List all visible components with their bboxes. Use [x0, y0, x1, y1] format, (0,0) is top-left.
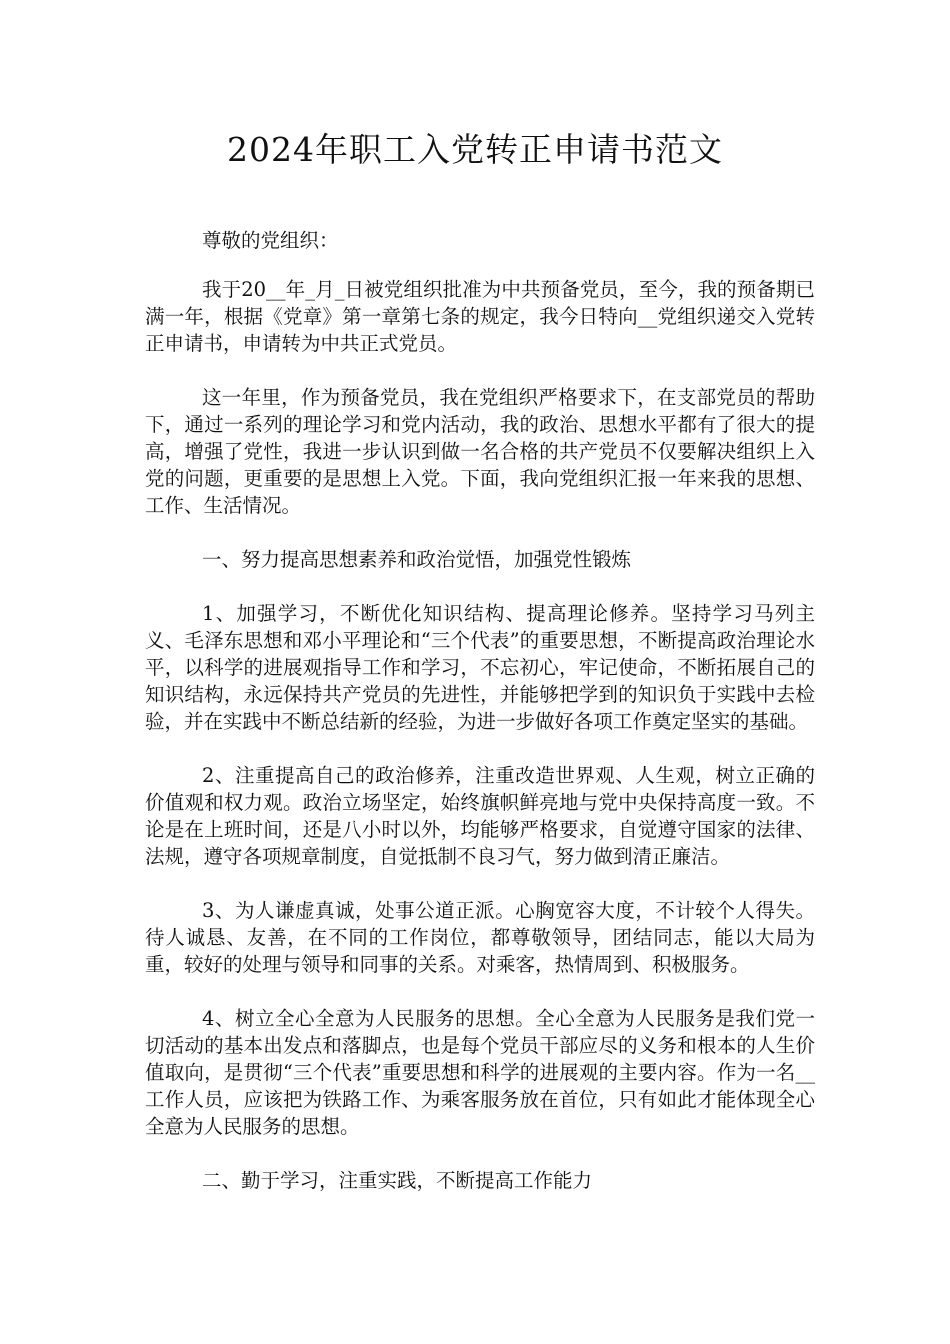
- paragraph-item-2: 2、注重提高自己的政治修养，注重改造世界观、人生观，树立正确的价值观和权力观。政治立场坚定，始终旗帜鲜亮地与党中央保持高度一致。不论是在上班时间，还是八小时以外，均能够严格要求，自觉遵守国家的法律、法规，遵守各项规章制度，自觉抵制不良习气，努力做到清正廉洁。: [145, 764, 815, 868]
- paragraph-item-1: 1、加强学习，不断优化知识结构、提高理论修养。坚持学习马列主义、毛泽东思想和邓小平理论和“三个代表”的重要思想，不断提高政治理论水平，以科学的进展观指导工作和学习，不忘初心，牢记使命，不断拓展自己的知识结构，永远保持共产党员的先进性，并能够把学到的知识负于实践中去检验，并在实践中不断总结新的经验，为进一步做好各项工作奠定坚实的基础。: [145, 602, 815, 733]
- section-heading-2: 二、勤于学习，注重实践，不断提高工作能力: [202, 1169, 593, 1192]
- paragraph-year-review: 这一年里，作为预备党员，我在党组织严格要求下，在支部党员的帮助下，通过一系列的理论学习和党内活动，我的政治、思想水平都有了很大的提高，增强了党性，我进一步认识到做一名合格的共产党员不仅要解决组织上入党的问题，更重要的是思想上入党。下面，我向党组织汇报一年来我的思想、工作、生活情况。: [145, 386, 815, 517]
- salutation: 尊敬的党组织：: [202, 229, 339, 252]
- section-heading-1: 一、努力提高思想素养和政治觉悟，加强党性锻炼: [202, 548, 632, 571]
- document-title: 2024年职工入党转正申请书范文: [227, 130, 723, 169]
- paragraph-application: 我于20__年_月_日被党组织批准为中共预备党员，至今，我的预备期已满一年，根据《党章》第一章第七条的规定，我今日特向__党组织递交入党转正申请书，申请转为中共正式党员。: [145, 278, 815, 355]
- paragraph-item-3: 3、为人谦虚真诚，处事公道正派。心胸宽容大度，不计较个人得失。待人诚恳、友善，在不同的工作岗位，都尊敬领导，团结同志，能以大局为重，较好的处理与领导和同事的关系。对乘客，热情周到、积极服务。: [145, 899, 815, 976]
- paragraph-item-4: 4、树立全心全意为人民服务的思想。全心全意为人民服务是我们党一切活动的基本出发点和落脚点，也是每个党员干部应尽的义务和根本的人生价值取向，是贯彻“三个代表”重要思想和科学的进展观的主要内容。作为一名__工作人员，应该把为铁路工作、为乘客服务放在首位，只有如此才能体现全心全意为人民服务的思想。: [145, 1007, 815, 1138]
- document-body: [145, 227, 815, 1221]
